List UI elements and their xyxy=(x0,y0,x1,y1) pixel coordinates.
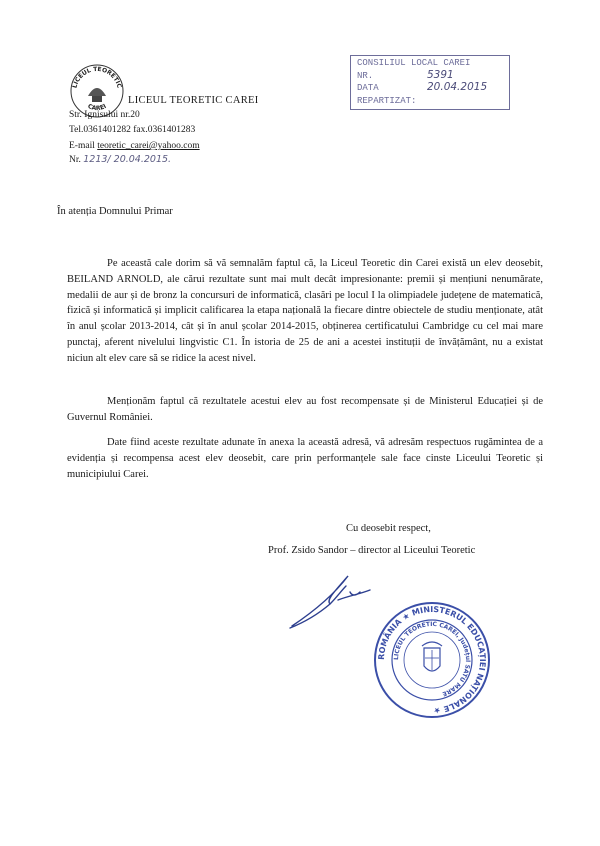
nr-handwritten: 1213/ 20.04.2015. xyxy=(83,154,172,165)
stamp-nr-label: NR. xyxy=(357,70,374,81)
stamp-title: CONSILIUL LOCAL CAREI xyxy=(357,58,471,68)
signer-name: Prof. Zsido Sandor – director al Liceului Teoretic xyxy=(268,545,476,556)
handwritten-signature xyxy=(286,570,376,632)
school-phone: Tel.0361401282 fax.0361401283 xyxy=(69,125,196,135)
email-link[interactable]: teoretic_carei@yahoo.com xyxy=(97,141,200,151)
registry-stamp xyxy=(350,55,510,110)
body-paragraph-1: Pe această cale dorim să vă semnalăm faptul că, la Liceul Teoretic din Carei există un elev deosebit, BEILAND ARNOLD, ale cărui rezultate sunt mai mult decât impresionante: premii și mențiuni nenumărate, medalii de aur și de bronz la concursuri de informatică, clasări pe locul I la olimpiadele județene de matematică, fizică și informatică și implicit calificarea la etapa națională la fiecare dintre obiectele de studiu menționate, atât în anul școlar 2013-2014, cât și în anul școlar 2014-2015, obținerea certificatului Cambridge cu cel mai mare punctaj, aferent nivelului lingvistic C1. În istoria de 25 de ani a acestei instituții de învățământ, nu a existat niciun alt elev care să se ridice la acest nivel. xyxy=(67,258,543,364)
stamp-date-label: DATA xyxy=(357,83,379,93)
body-paragraph-2: Menționăm faptul că rezultatele acestui elev au fost recompensate și de Ministerul Educației și de Guvernul României. xyxy=(67,396,543,423)
svg-text:CAREI: CAREI xyxy=(86,102,108,113)
addressee: În atenția Domnului Primar xyxy=(57,206,173,217)
nr-label: Nr. xyxy=(69,155,84,165)
school-street: Str. Ignisului nr.20 xyxy=(69,110,140,120)
stamp-assigned-label: REPARTIZAT: xyxy=(357,95,417,106)
school-name: LICEUL TEORETIC CAREI xyxy=(128,95,259,106)
registration-number xyxy=(69,154,171,165)
closing-salutation: Cu deosebit respect, xyxy=(346,523,431,534)
seal-outer-text: ROMÂNIA ★ MINISTERUL EDUCAȚIEI NAȚIONALE ★ xyxy=(376,604,488,716)
stamp-date-value: 20.04.2015 xyxy=(427,81,488,93)
seal-inner-text: LICEUL TEORETIC CAREI, Județul SATU MARE xyxy=(392,620,472,698)
official-seal xyxy=(372,600,492,720)
svg-text:LICEUL TEORETIC: LICEUL TEORETIC xyxy=(71,65,123,89)
stamp-nr-value: 5391 xyxy=(427,68,454,81)
body-paragraph-3: Date fiind aceste rezultate adunate în anexa la această adresă, vă adresăm respectuos rugămintea de a evidenția și recompensa acest elev deosebit, care prin performanțele sale face cinste Liceului Teoretic și municipiului Carei. xyxy=(67,437,543,480)
school-email-line xyxy=(69,141,200,151)
email-label: E-mail xyxy=(69,141,98,151)
